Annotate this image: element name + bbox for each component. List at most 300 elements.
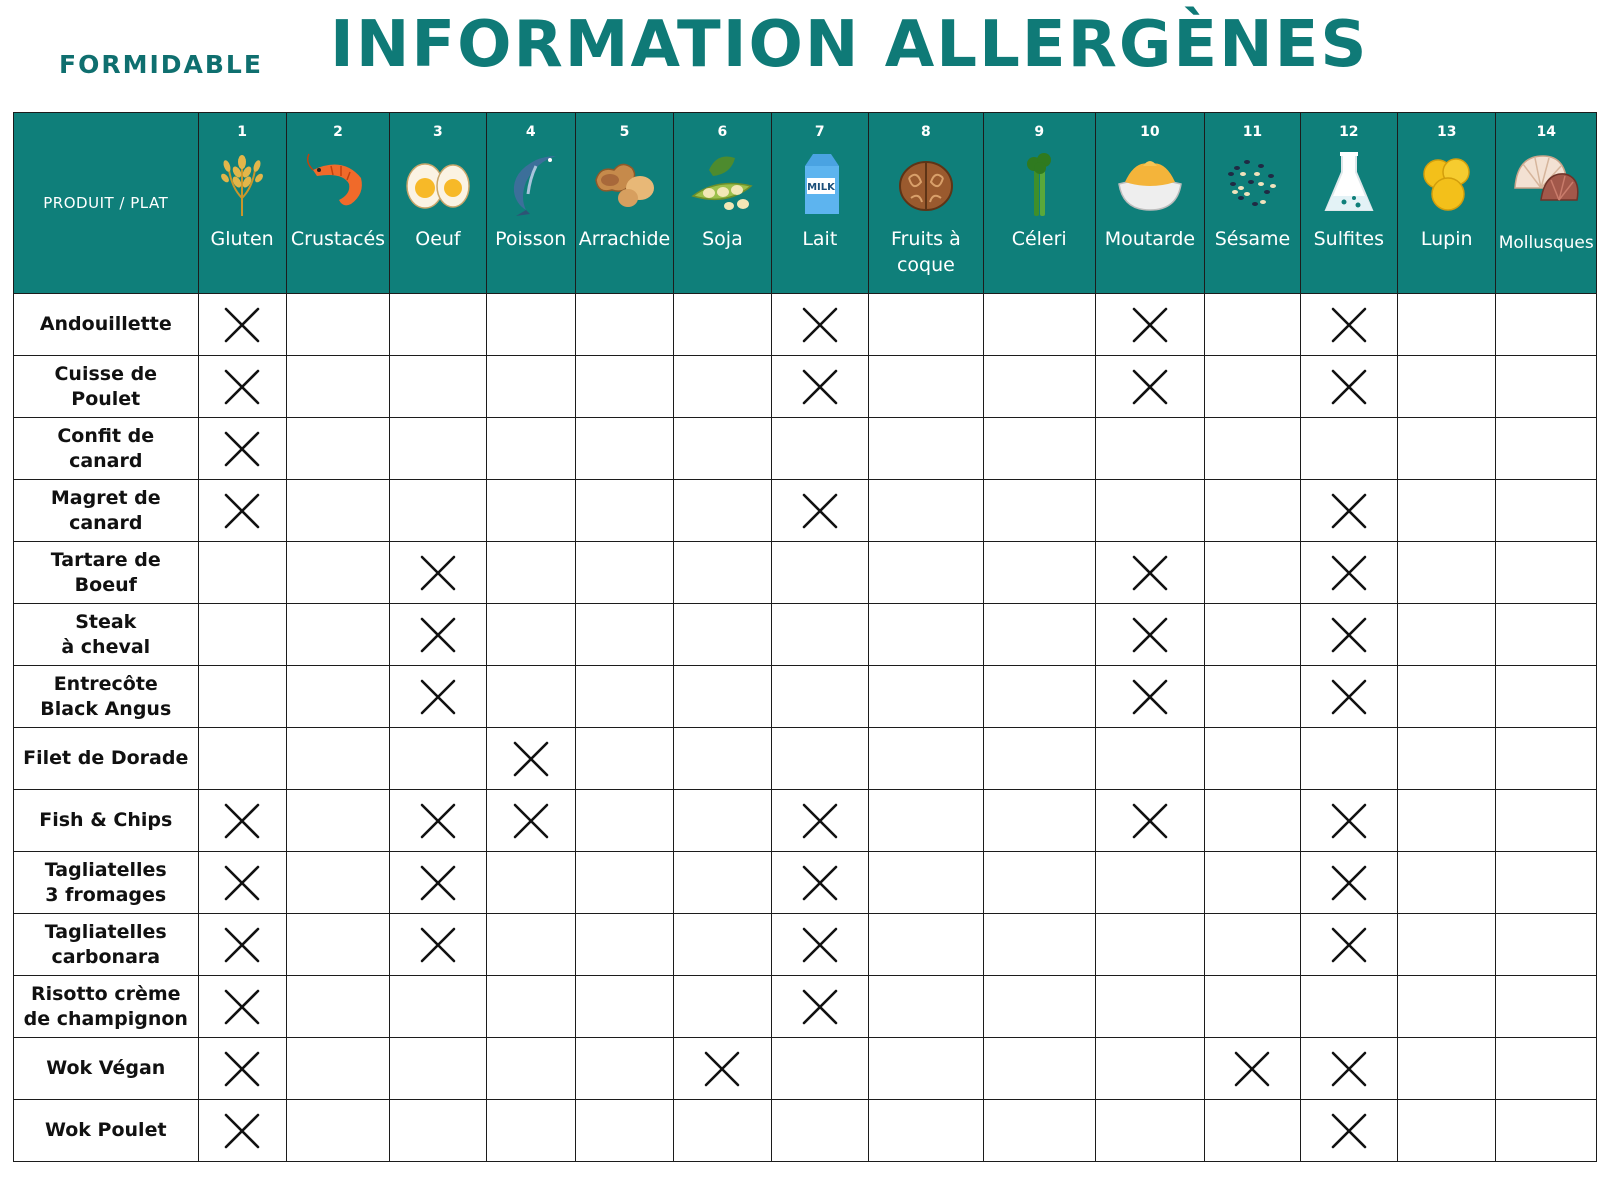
allergen-cell <box>869 914 984 976</box>
fish-icon <box>487 148 575 226</box>
allergen-cell <box>1095 356 1205 418</box>
allergen-cell <box>1496 480 1597 542</box>
allergen-number: 7 <box>814 124 825 140</box>
allergen-cell <box>869 356 984 418</box>
allergen-cell <box>1300 356 1397 418</box>
allergen-cell <box>1398 976 1496 1038</box>
allergen-cell <box>1205 1100 1300 1162</box>
allergen-cell <box>390 542 486 604</box>
allergen-cell <box>983 542 1095 604</box>
cross-mark-icon <box>390 799 485 843</box>
allergen-cell <box>1398 604 1496 666</box>
allergen-cell <box>1205 852 1300 914</box>
allergen-cell <box>198 604 286 666</box>
allergen-cell <box>771 1100 868 1162</box>
allergen-cell <box>286 542 390 604</box>
allergen-header-7 <box>771 113 868 294</box>
allergen-cell <box>771 728 868 790</box>
allergen-cell <box>390 976 486 1038</box>
product-name: Tagliatelles carbonara <box>14 914 199 976</box>
allergen-cell <box>983 1100 1095 1162</box>
allergen-cell <box>1398 790 1496 852</box>
allergen-cell <box>771 294 868 356</box>
allergen-cell <box>1496 790 1597 852</box>
allergen-cell <box>771 542 868 604</box>
allergen-number: 9 <box>1034 124 1045 140</box>
allergen-cell <box>1300 1038 1397 1100</box>
allergen-number: 2 <box>333 124 343 140</box>
allergen-name: Poisson <box>495 228 567 250</box>
header-row <box>14 113 1597 294</box>
cross-mark-icon <box>1301 1047 1397 1091</box>
allergen-cell <box>198 294 286 356</box>
allergen-cell <box>1300 914 1397 976</box>
allergen-cell <box>1300 1100 1397 1162</box>
allergen-cell <box>983 852 1095 914</box>
cross-mark-icon <box>1301 489 1397 533</box>
allergen-cell <box>674 728 771 790</box>
allergen-cell <box>575 356 673 418</box>
allergen-cell <box>286 666 390 728</box>
allergen-cell <box>869 976 984 1038</box>
allergen-cell <box>1095 542 1205 604</box>
allergen-number: 10 <box>1140 124 1160 140</box>
cross-mark-icon <box>199 303 286 347</box>
allergen-cell <box>198 852 286 914</box>
allergen-cell <box>1496 852 1597 914</box>
cross-mark-icon <box>1096 303 1205 347</box>
allergen-header-12 <box>1300 113 1397 294</box>
allergen-cell <box>1205 666 1300 728</box>
allergen-cell <box>1205 976 1300 1038</box>
allergen-cell <box>771 604 868 666</box>
allergen-name: Lupin <box>1420 228 1473 250</box>
allergen-number: 3 <box>433 124 443 140</box>
allergen-cell <box>390 1038 486 1100</box>
allergen-cell <box>1205 790 1300 852</box>
allergen-cell <box>1205 542 1300 604</box>
table-row <box>14 914 1597 976</box>
allergen-cell <box>674 1038 771 1100</box>
allergen-cell <box>1398 1038 1496 1100</box>
allergen-cell <box>390 480 486 542</box>
cross-mark-icon <box>1301 675 1397 719</box>
allergen-number: 14 <box>1536 124 1556 140</box>
table-row <box>14 418 1597 480</box>
brand-logo: FORMIDABLE <box>59 50 263 79</box>
cross-mark-icon <box>1096 365 1205 409</box>
allergen-cell <box>198 542 286 604</box>
allergen-cell <box>983 356 1095 418</box>
allergen-cell <box>486 852 575 914</box>
peanut-icon <box>576 148 673 226</box>
table-row <box>14 852 1597 914</box>
allergen-header-10 <box>1095 113 1205 294</box>
cross-mark-icon <box>1096 799 1205 843</box>
flask-icon <box>1301 148 1397 226</box>
allergen-cell <box>1300 542 1397 604</box>
product-name: Wok Poulet <box>14 1100 199 1162</box>
allergen-cell <box>869 480 984 542</box>
allergen-cell <box>486 1038 575 1100</box>
allergen-cell <box>286 294 390 356</box>
allergen-cell <box>1398 356 1496 418</box>
allergen-name: Oeuf <box>415 228 461 250</box>
allergen-cell <box>1095 1100 1205 1162</box>
allergen-cell <box>674 356 771 418</box>
allergen-cell <box>1496 356 1597 418</box>
allergen-cell <box>869 418 984 480</box>
allergen-header-8 <box>869 113 984 294</box>
allergen-cell <box>771 666 868 728</box>
allergen-cell <box>869 728 984 790</box>
allergen-cell <box>1496 542 1597 604</box>
cross-mark-icon <box>772 489 868 533</box>
allergen-name: Moutarde <box>1104 228 1196 250</box>
product-name: Cuisse de Poulet <box>14 356 199 418</box>
allergen-name: Gluten <box>210 228 274 250</box>
allergen-name: Sésame <box>1214 228 1291 250</box>
cross-mark-icon <box>1301 799 1397 843</box>
allergen-cell <box>286 1100 390 1162</box>
allergen-cell <box>983 294 1095 356</box>
cross-mark-icon <box>1096 675 1205 719</box>
allergen-cell <box>869 790 984 852</box>
allergen-cell <box>1496 728 1597 790</box>
allergen-header-4 <box>486 113 575 294</box>
allergen-table <box>13 112 1597 1162</box>
allergen-cell <box>1095 666 1205 728</box>
product-name: Filet de Dorade <box>14 728 199 790</box>
cross-mark-icon <box>1301 365 1397 409</box>
allergen-cell <box>771 480 868 542</box>
lupin-icon <box>1398 148 1495 226</box>
allergen-cell <box>198 480 286 542</box>
allergen-cell <box>575 1038 673 1100</box>
allergen-cell <box>1095 914 1205 976</box>
allergen-name: Arrachide <box>578 228 671 250</box>
allergen-cell <box>1496 1100 1597 1162</box>
cross-mark-icon <box>1301 861 1397 905</box>
allergen-cell <box>486 294 575 356</box>
allergen-number: 5 <box>619 124 630 140</box>
allergen-cell <box>575 1100 673 1162</box>
allergen-cell <box>1095 294 1205 356</box>
allergen-cell <box>486 666 575 728</box>
allergen-cell <box>1095 480 1205 542</box>
shell-icon <box>1496 148 1596 226</box>
allergen-number: 12 <box>1339 124 1359 140</box>
allergen-number: 8 <box>921 124 931 140</box>
allergen-cell <box>486 542 575 604</box>
allergen-cell <box>486 790 575 852</box>
allergen-cell <box>1300 418 1397 480</box>
product-name: Risotto crème de champignon <box>14 976 199 1038</box>
allergen-cell <box>1496 666 1597 728</box>
allergen-cell <box>674 480 771 542</box>
cross-mark-icon <box>199 365 286 409</box>
cross-mark-icon <box>199 923 286 967</box>
cross-mark-icon <box>1301 551 1397 595</box>
allergen-header-9 <box>983 113 1095 294</box>
allergen-cell <box>1205 914 1300 976</box>
allergen-cell <box>1496 914 1597 976</box>
allergen-cell <box>198 1100 286 1162</box>
allergen-cell <box>674 790 771 852</box>
allergen-cell <box>869 542 984 604</box>
allergen-cell <box>486 976 575 1038</box>
product-name: Fish & Chips <box>14 790 199 852</box>
product-name: Tartare de Boeuf <box>14 542 199 604</box>
allergen-cell <box>1300 790 1397 852</box>
allergen-name: Crustacés <box>290 228 386 250</box>
allergen-cell <box>1496 604 1597 666</box>
soy-icon <box>674 148 770 226</box>
product-name: Magret de canard <box>14 480 199 542</box>
allergen-cell <box>198 914 286 976</box>
allergen-cell <box>390 1100 486 1162</box>
allergen-cell <box>1095 976 1205 1038</box>
allergen-cell <box>575 604 673 666</box>
allergen-cell <box>1398 480 1496 542</box>
cross-mark-icon <box>199 799 286 843</box>
allergen-cell <box>1205 604 1300 666</box>
walnut-icon <box>869 148 983 226</box>
allergen-name: Sulfites <box>1313 228 1384 250</box>
allergen-cell <box>869 294 984 356</box>
allergen-number: 11 <box>1242 124 1263 140</box>
allergen-cell <box>1095 604 1205 666</box>
allergen-header-1 <box>198 113 286 294</box>
allergen-cell <box>390 728 486 790</box>
allergen-cell <box>771 1038 868 1100</box>
allergen-name: Fruits à coque <box>891 228 961 276</box>
allergen-cell <box>486 356 575 418</box>
table-row <box>14 728 1597 790</box>
allergen-cell <box>1205 480 1300 542</box>
allergen-cell <box>575 542 673 604</box>
allergen-cell <box>983 790 1095 852</box>
product-name: Entrecôte Black Angus <box>14 666 199 728</box>
allergen-cell <box>198 976 286 1038</box>
product-name: Wok Végan <box>14 1038 199 1100</box>
allergen-cell <box>869 1100 984 1162</box>
allergen-cell <box>1300 294 1397 356</box>
allergen-cell <box>1095 852 1205 914</box>
allergen-cell <box>1398 542 1496 604</box>
allergen-cell <box>674 1100 771 1162</box>
allergen-cell <box>390 790 486 852</box>
cross-mark-icon <box>199 861 286 905</box>
cross-mark-icon <box>199 427 286 471</box>
wheat-icon <box>199 148 286 226</box>
cross-mark-icon <box>199 1109 286 1153</box>
allergen-cell <box>1205 294 1300 356</box>
allergen-header-6 <box>674 113 771 294</box>
allergen-cell <box>771 418 868 480</box>
allergen-cell <box>1496 294 1597 356</box>
allergen-cell <box>674 976 771 1038</box>
allergen-cell <box>1300 480 1397 542</box>
allergen-cell <box>198 356 286 418</box>
allergen-cell <box>674 542 771 604</box>
cross-mark-icon <box>1301 923 1397 967</box>
allergen-header-2 <box>286 113 390 294</box>
allergen-cell <box>575 666 673 728</box>
allergen-cell <box>1095 728 1205 790</box>
allergen-cell <box>198 666 286 728</box>
table-row <box>14 1038 1597 1100</box>
cross-mark-icon <box>199 489 286 533</box>
allergen-cell <box>983 418 1095 480</box>
allergen-cell <box>286 914 390 976</box>
allergen-cell <box>486 418 575 480</box>
table-row <box>14 790 1597 852</box>
allergen-cell <box>771 976 868 1038</box>
allergen-cell <box>771 790 868 852</box>
allergen-cell <box>286 976 390 1038</box>
table-row <box>14 604 1597 666</box>
allergen-cell <box>674 418 771 480</box>
cross-mark-icon <box>199 985 286 1029</box>
allergen-cell <box>286 852 390 914</box>
cross-mark-icon <box>390 675 485 719</box>
cross-mark-icon <box>674 1047 770 1091</box>
allergen-header-5 <box>575 113 673 294</box>
cross-mark-icon <box>390 613 485 657</box>
cross-mark-icon <box>487 799 575 843</box>
cross-mark-icon <box>390 861 485 905</box>
allergen-cell <box>1398 1100 1496 1162</box>
sesame-icon <box>1205 148 1299 226</box>
allergen-cell <box>286 418 390 480</box>
cross-mark-icon <box>1096 551 1205 595</box>
shrimp-icon <box>287 148 390 226</box>
allergen-cell <box>575 728 673 790</box>
allergen-cell <box>1205 356 1300 418</box>
allergen-cell <box>575 790 673 852</box>
cross-mark-icon <box>772 923 868 967</box>
allergen-cell <box>286 728 390 790</box>
cross-mark-icon <box>772 799 868 843</box>
allergen-cell <box>390 666 486 728</box>
table-row <box>14 1100 1597 1162</box>
allergen-header-11 <box>1205 113 1300 294</box>
allergen-cell <box>674 294 771 356</box>
allergen-cell <box>1300 666 1397 728</box>
product-name: Steak à cheval <box>14 604 199 666</box>
cross-mark-icon <box>1096 613 1205 657</box>
cross-mark-icon <box>1301 303 1397 347</box>
allergen-cell <box>771 914 868 976</box>
allergen-header-13 <box>1398 113 1496 294</box>
allergen-cell <box>390 852 486 914</box>
allergen-cell <box>983 480 1095 542</box>
allergen-cell <box>983 604 1095 666</box>
allergen-cell <box>674 666 771 728</box>
allergen-cell <box>486 604 575 666</box>
allergen-cell <box>869 604 984 666</box>
allergen-cell <box>575 976 673 1038</box>
allergen-cell <box>1095 790 1205 852</box>
allergen-number: 13 <box>1436 124 1457 140</box>
allergen-cell <box>390 914 486 976</box>
cross-mark-icon <box>1301 1109 1397 1153</box>
table-row <box>14 294 1597 356</box>
allergen-cell <box>390 418 486 480</box>
allergen-cell <box>1398 914 1496 976</box>
allergen-number: 6 <box>717 124 728 140</box>
cross-mark-icon <box>772 985 868 1029</box>
cross-mark-icon <box>199 1047 286 1091</box>
allergen-number: 1 <box>237 124 247 140</box>
allergen-cell <box>198 728 286 790</box>
allergen-cell <box>983 1038 1095 1100</box>
table-row <box>14 666 1597 728</box>
allergen-cell <box>983 728 1095 790</box>
allergen-name: Mollusques <box>1498 233 1594 253</box>
allergen-cell <box>674 604 771 666</box>
allergen-cell <box>198 418 286 480</box>
allergen-cell <box>575 914 673 976</box>
allergen-cell <box>1398 852 1496 914</box>
egg-icon <box>390 148 485 226</box>
celery-icon <box>984 148 1095 226</box>
allergen-cell <box>1300 852 1397 914</box>
allergen-cell <box>1398 418 1496 480</box>
allergen-cell <box>983 976 1095 1038</box>
allergen-cell <box>1095 1038 1205 1100</box>
allergen-cell <box>983 914 1095 976</box>
allergen-cell <box>286 604 390 666</box>
product-column-header: PRODUIT / PLAT <box>14 113 199 294</box>
table-body <box>14 294 1597 1162</box>
allergen-cell <box>1398 728 1496 790</box>
allergen-cell <box>1398 666 1496 728</box>
allergen-cell <box>486 914 575 976</box>
allergen-cell <box>1205 728 1300 790</box>
cross-mark-icon <box>390 551 485 595</box>
product-name: Andouillette <box>14 294 199 356</box>
page-title: INFORMATION ALLERGÈNES <box>330 8 1369 82</box>
cross-mark-icon <box>772 861 868 905</box>
allergen-cell <box>869 1038 984 1100</box>
allergen-cell <box>771 356 868 418</box>
allergen-cell <box>1300 728 1397 790</box>
allergen-name: Soja <box>702 228 743 250</box>
allergen-cell <box>674 852 771 914</box>
allergen-header-14 <box>1496 113 1597 294</box>
allergen-cell <box>1496 976 1597 1038</box>
allergen-cell <box>390 356 486 418</box>
allergen-cell <box>575 480 673 542</box>
allergen-cell <box>198 790 286 852</box>
allergen-cell <box>1095 418 1205 480</box>
allergen-cell <box>486 728 575 790</box>
allergen-cell <box>390 294 486 356</box>
milk-icon <box>772 148 868 226</box>
allergen-cell <box>869 666 984 728</box>
cross-mark-icon <box>772 303 868 347</box>
allergen-cell <box>486 480 575 542</box>
cross-mark-icon <box>1205 1047 1299 1091</box>
product-name: Tagliatelles 3 fromages <box>14 852 199 914</box>
allergen-cell <box>869 852 984 914</box>
cross-mark-icon <box>772 365 868 409</box>
mustard-icon <box>1096 148 1205 226</box>
table-row <box>14 976 1597 1038</box>
allergen-cell <box>1496 418 1597 480</box>
